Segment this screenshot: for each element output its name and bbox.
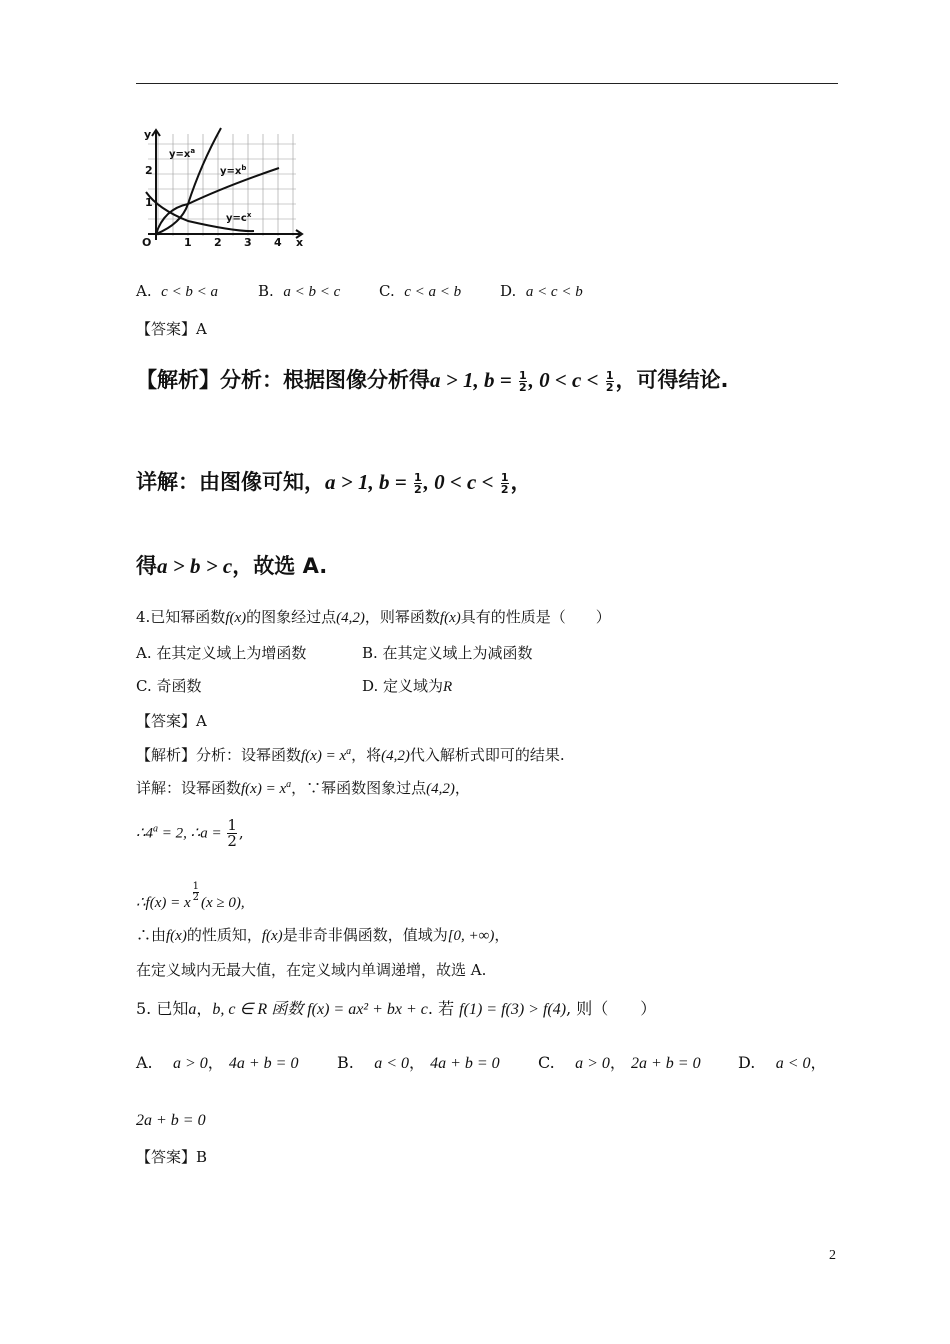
q3-analysis: 【解析】分析：根据图像分析得a > 1, b = $\frac{1}{2}$ , 0 < c < $\frac{1}{2}$ ，可得结论.	[136, 368, 729, 394]
q5-answer: 【答案】B	[136, 1148, 208, 1166]
x-tick-4: 4	[274, 236, 282, 248]
page-number: 2	[829, 1248, 836, 1263]
origin-label: O	[142, 236, 152, 248]
q4-option-b: B. 在其定义域上为减函数	[362, 644, 533, 662]
q4-detail: 详解：设幂函数$f(x) = x^a$，∵幂函数图象过点(4,2)，	[136, 779, 470, 797]
y-axis-label: y	[144, 128, 152, 141]
q4-option-c: C. 奇函数	[136, 677, 202, 695]
q4-step-1: $\therefore 4^a = 2$, ∴a = $\frac{1}{2}$ ,	[136, 816, 244, 850]
x-axis-label: x	[296, 236, 304, 248]
q4-step-4: 在定义域内无最大值，在定义域内单调递增，故选 A.	[136, 961, 487, 979]
x-tick-3: 3	[244, 236, 252, 248]
q3-conclusion: 得a > b > c，故选 A.	[136, 554, 328, 578]
q3-option-d: D. a < c < b	[500, 282, 583, 300]
y-tick-2: 2	[145, 164, 153, 177]
q5-option-a: A. a > 0， 4a + b = 0	[136, 1053, 299, 1072]
curve-b-label: y=x	[220, 166, 242, 177]
q4-option-d: D. 定义域为R	[362, 677, 453, 695]
curve-c-label: y=c	[226, 213, 247, 224]
y-tick-1: 1	[145, 196, 153, 209]
q5-stem: 5. 已知a，b, c ∈ R 函数 f(x) = ax² + bx + c. 若 f(1) = f(3) > f(4), 则（ ）	[136, 999, 657, 1018]
svg-text:y=xb: $y=x^b$	[220, 164, 247, 177]
q4-analysis: 【解析】分析：设幂函数$f(x) = x^a$，将(4,2)代入解析式即可的结果.	[136, 746, 565, 764]
q3-option-b: B. a < b < c	[258, 282, 341, 300]
q5-option-d-cont: 2a + b = 0	[136, 1112, 206, 1129]
function-graph	[136, 124, 306, 248]
q4-step-3: ∴由f(x)的性质知，f(x)是非奇非偶函数，值域为[0, +∞)，	[136, 926, 510, 944]
q4-step-2: ∴f(x) = x $\frac{1}{2}$ (x ≥ 0),	[136, 881, 245, 911]
header-rule	[136, 83, 838, 84]
q5-option-d: D. a < 0，	[738, 1053, 827, 1072]
q3-option-a: A. c < b < a	[136, 282, 219, 300]
curve-a-label: y=x	[169, 149, 191, 160]
q3-answer: 【答案】A	[136, 320, 207, 338]
q4-answer: 【答案】A	[136, 712, 207, 730]
q3-detail: 详解：由图像可知，a > 1, b = $\frac{1}{2}$ , 0 < c < $\frac{1}{2}$ ，	[136, 470, 532, 496]
q5-option-c: C. a > 0， 2a + b = 0	[538, 1053, 701, 1072]
x-tick-1: 1	[184, 236, 192, 248]
q4-stem: 4.已知幂函数f(x)的图象经过点(4,2)，则幂函数f(x)具有的性质是（ ）	[136, 608, 611, 626]
q4-option-a: A. 在其定义域上为增函数	[136, 644, 307, 662]
svg-text:y=xa: $y=x^a$	[169, 147, 196, 160]
x-tick-2: 2	[214, 236, 222, 248]
q5-option-b: B. a < 0， 4a + b = 0	[337, 1053, 500, 1072]
q3-option-c: C. c < a < b	[379, 282, 462, 300]
svg-text:y=cx: $y=c^x$	[226, 211, 252, 224]
